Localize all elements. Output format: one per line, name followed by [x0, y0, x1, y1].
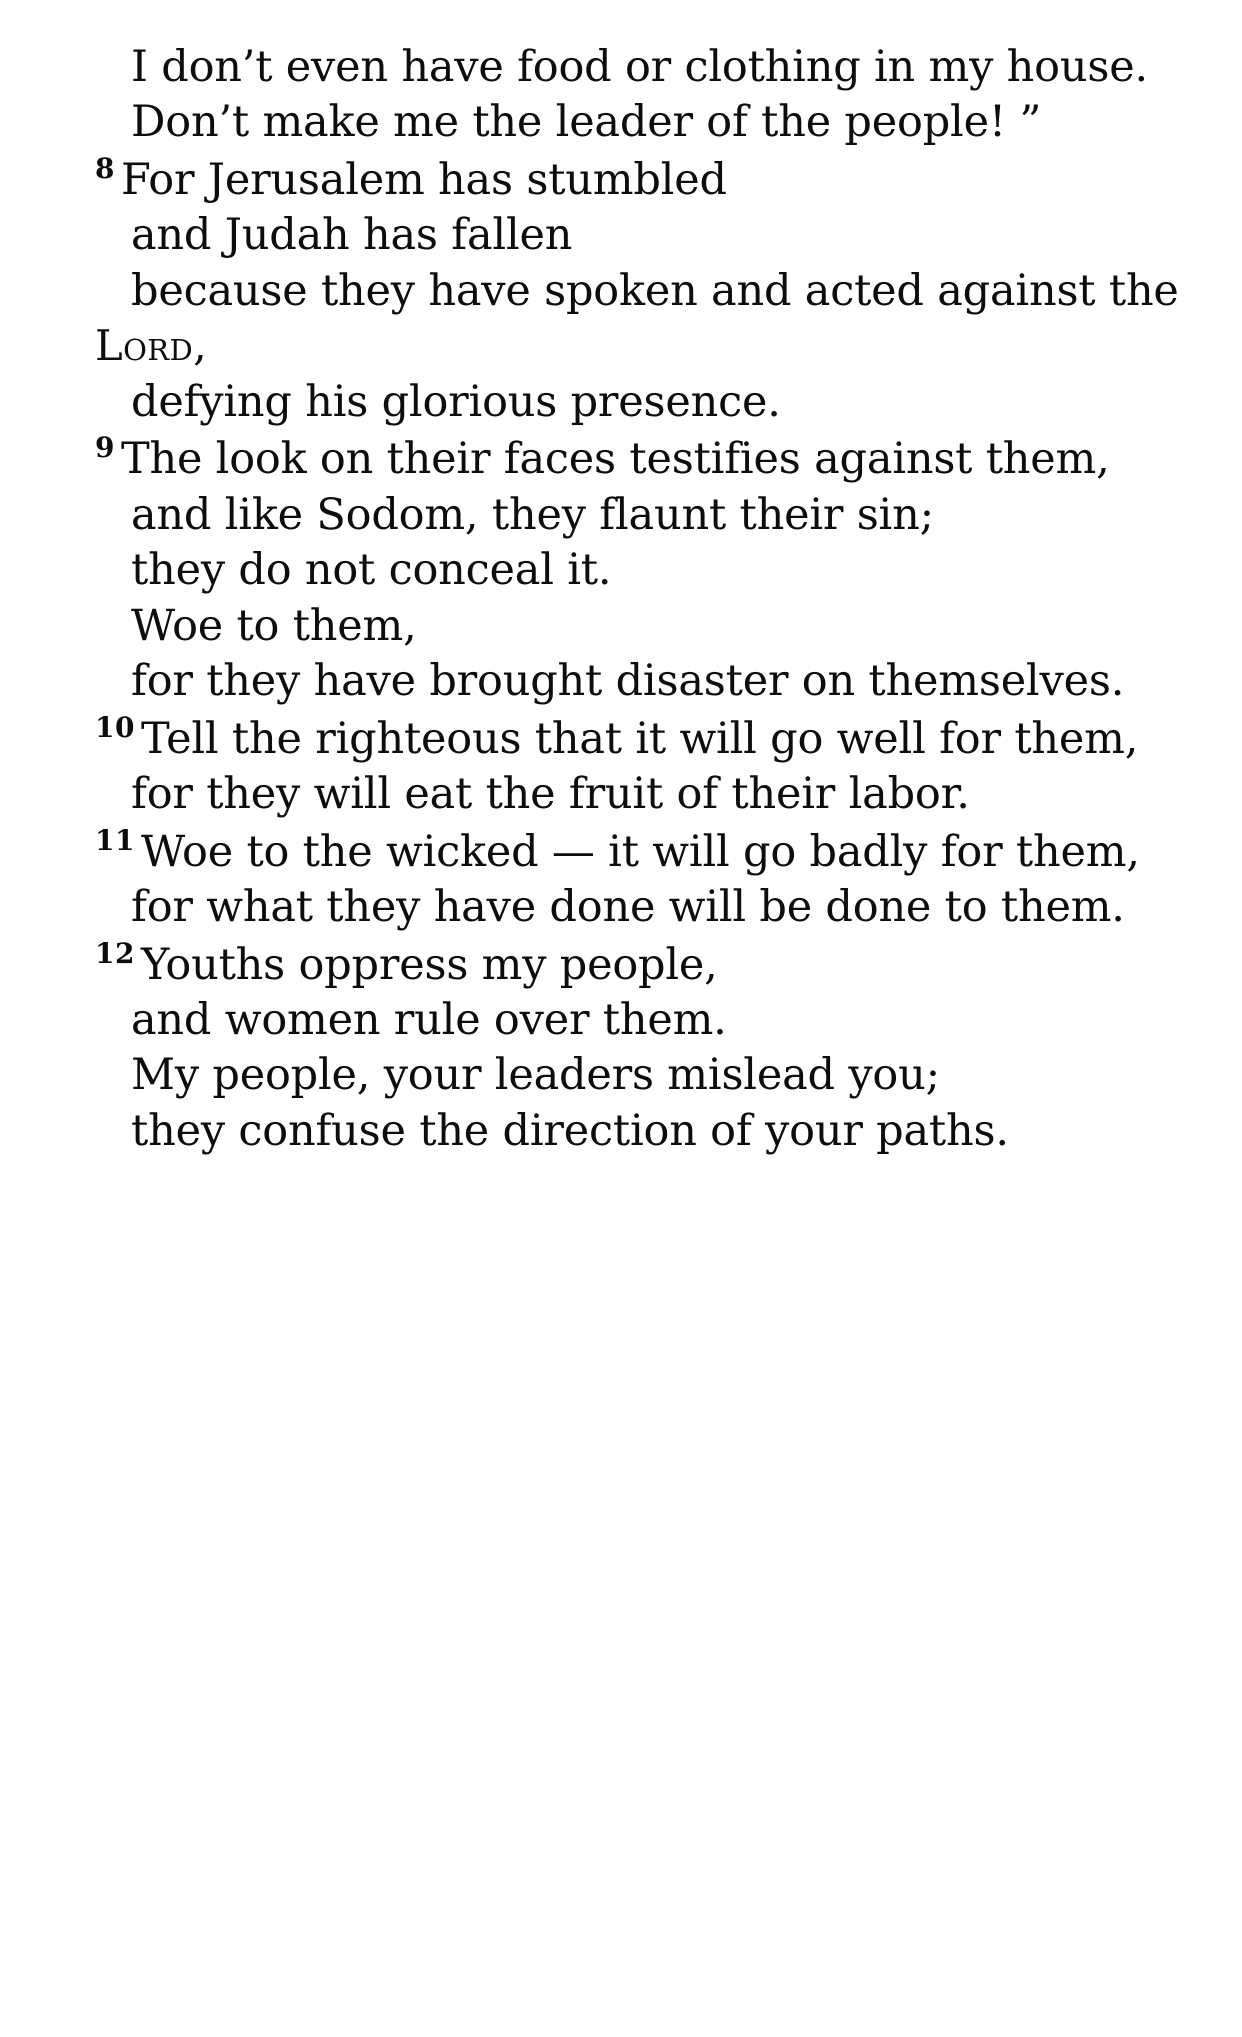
line-text: For Jerusalem has stumbled — [120, 154, 727, 205]
poetic-line — [95, 40, 1182, 95]
divine-name-smallcaps: Lord — [95, 321, 194, 371]
line-text: Tell the righteous that it will go well for them, — [140, 713, 1139, 764]
line-text: and like Sodom, they flaunt their sin; — [131, 489, 934, 540]
line-text: My people, your leaders mislead you; — [131, 1050, 940, 1101]
line-text-trailing: , — [193, 321, 207, 372]
line-text: for what they have done will be done to them. — [131, 882, 1125, 933]
verse-line-start — [95, 710, 1182, 767]
line-text: Don’t make me the leader of the people! ” — [131, 97, 1042, 148]
poetic-line — [95, 599, 1182, 654]
line-text: they confuse the direction of your paths. — [131, 1105, 1009, 1156]
line-text: because they have spoken and acted against the — [131, 265, 1179, 316]
line-text: I don’t even have food or clothing in my house. — [131, 42, 1148, 92]
poetic-line — [95, 993, 1182, 1048]
verse-line-start — [95, 151, 1182, 208]
line-text: The look on their faces testifies against them, — [120, 434, 1110, 485]
poetic-line — [95, 1048, 1182, 1103]
verse-line-start — [95, 823, 1182, 880]
poetic-line — [95, 767, 1182, 822]
line-text: they do not conceal it. — [131, 545, 612, 596]
verse-number: 10 — [95, 710, 135, 744]
poetic-line — [95, 1104, 1182, 1159]
line-text: defying his glorious presence. — [131, 376, 781, 427]
verse-line-start — [95, 936, 1182, 993]
line-text: and Judah has fallen — [131, 210, 573, 261]
verse-line-start — [95, 430, 1182, 487]
poetic-line — [95, 208, 1182, 263]
verse-number: 8 — [95, 151, 115, 185]
verse-number: 12 — [95, 936, 135, 970]
line-text: for they will eat the fruit of their labor. — [131, 769, 970, 820]
line-text: Woe to them, — [131, 600, 417, 651]
line-text: Youths oppress my people, — [140, 939, 718, 990]
verse-number: 9 — [95, 431, 115, 465]
line-text: and women rule over them. — [131, 994, 727, 1045]
line-text: Woe to the wicked — it will go badly for them, — [140, 826, 1140, 877]
verse-number: 11 — [95, 823, 135, 857]
poetic-line — [95, 654, 1182, 709]
poetic-line — [95, 264, 1182, 375]
poetic-line — [95, 880, 1182, 935]
poetic-line — [95, 95, 1182, 150]
poetic-line — [95, 488, 1182, 543]
poetic-line — [95, 375, 1182, 430]
poetic-line — [95, 543, 1182, 598]
line-text: for they have brought disaster on themselves. — [131, 656, 1125, 707]
scripture-passage — [95, 40, 1182, 1159]
